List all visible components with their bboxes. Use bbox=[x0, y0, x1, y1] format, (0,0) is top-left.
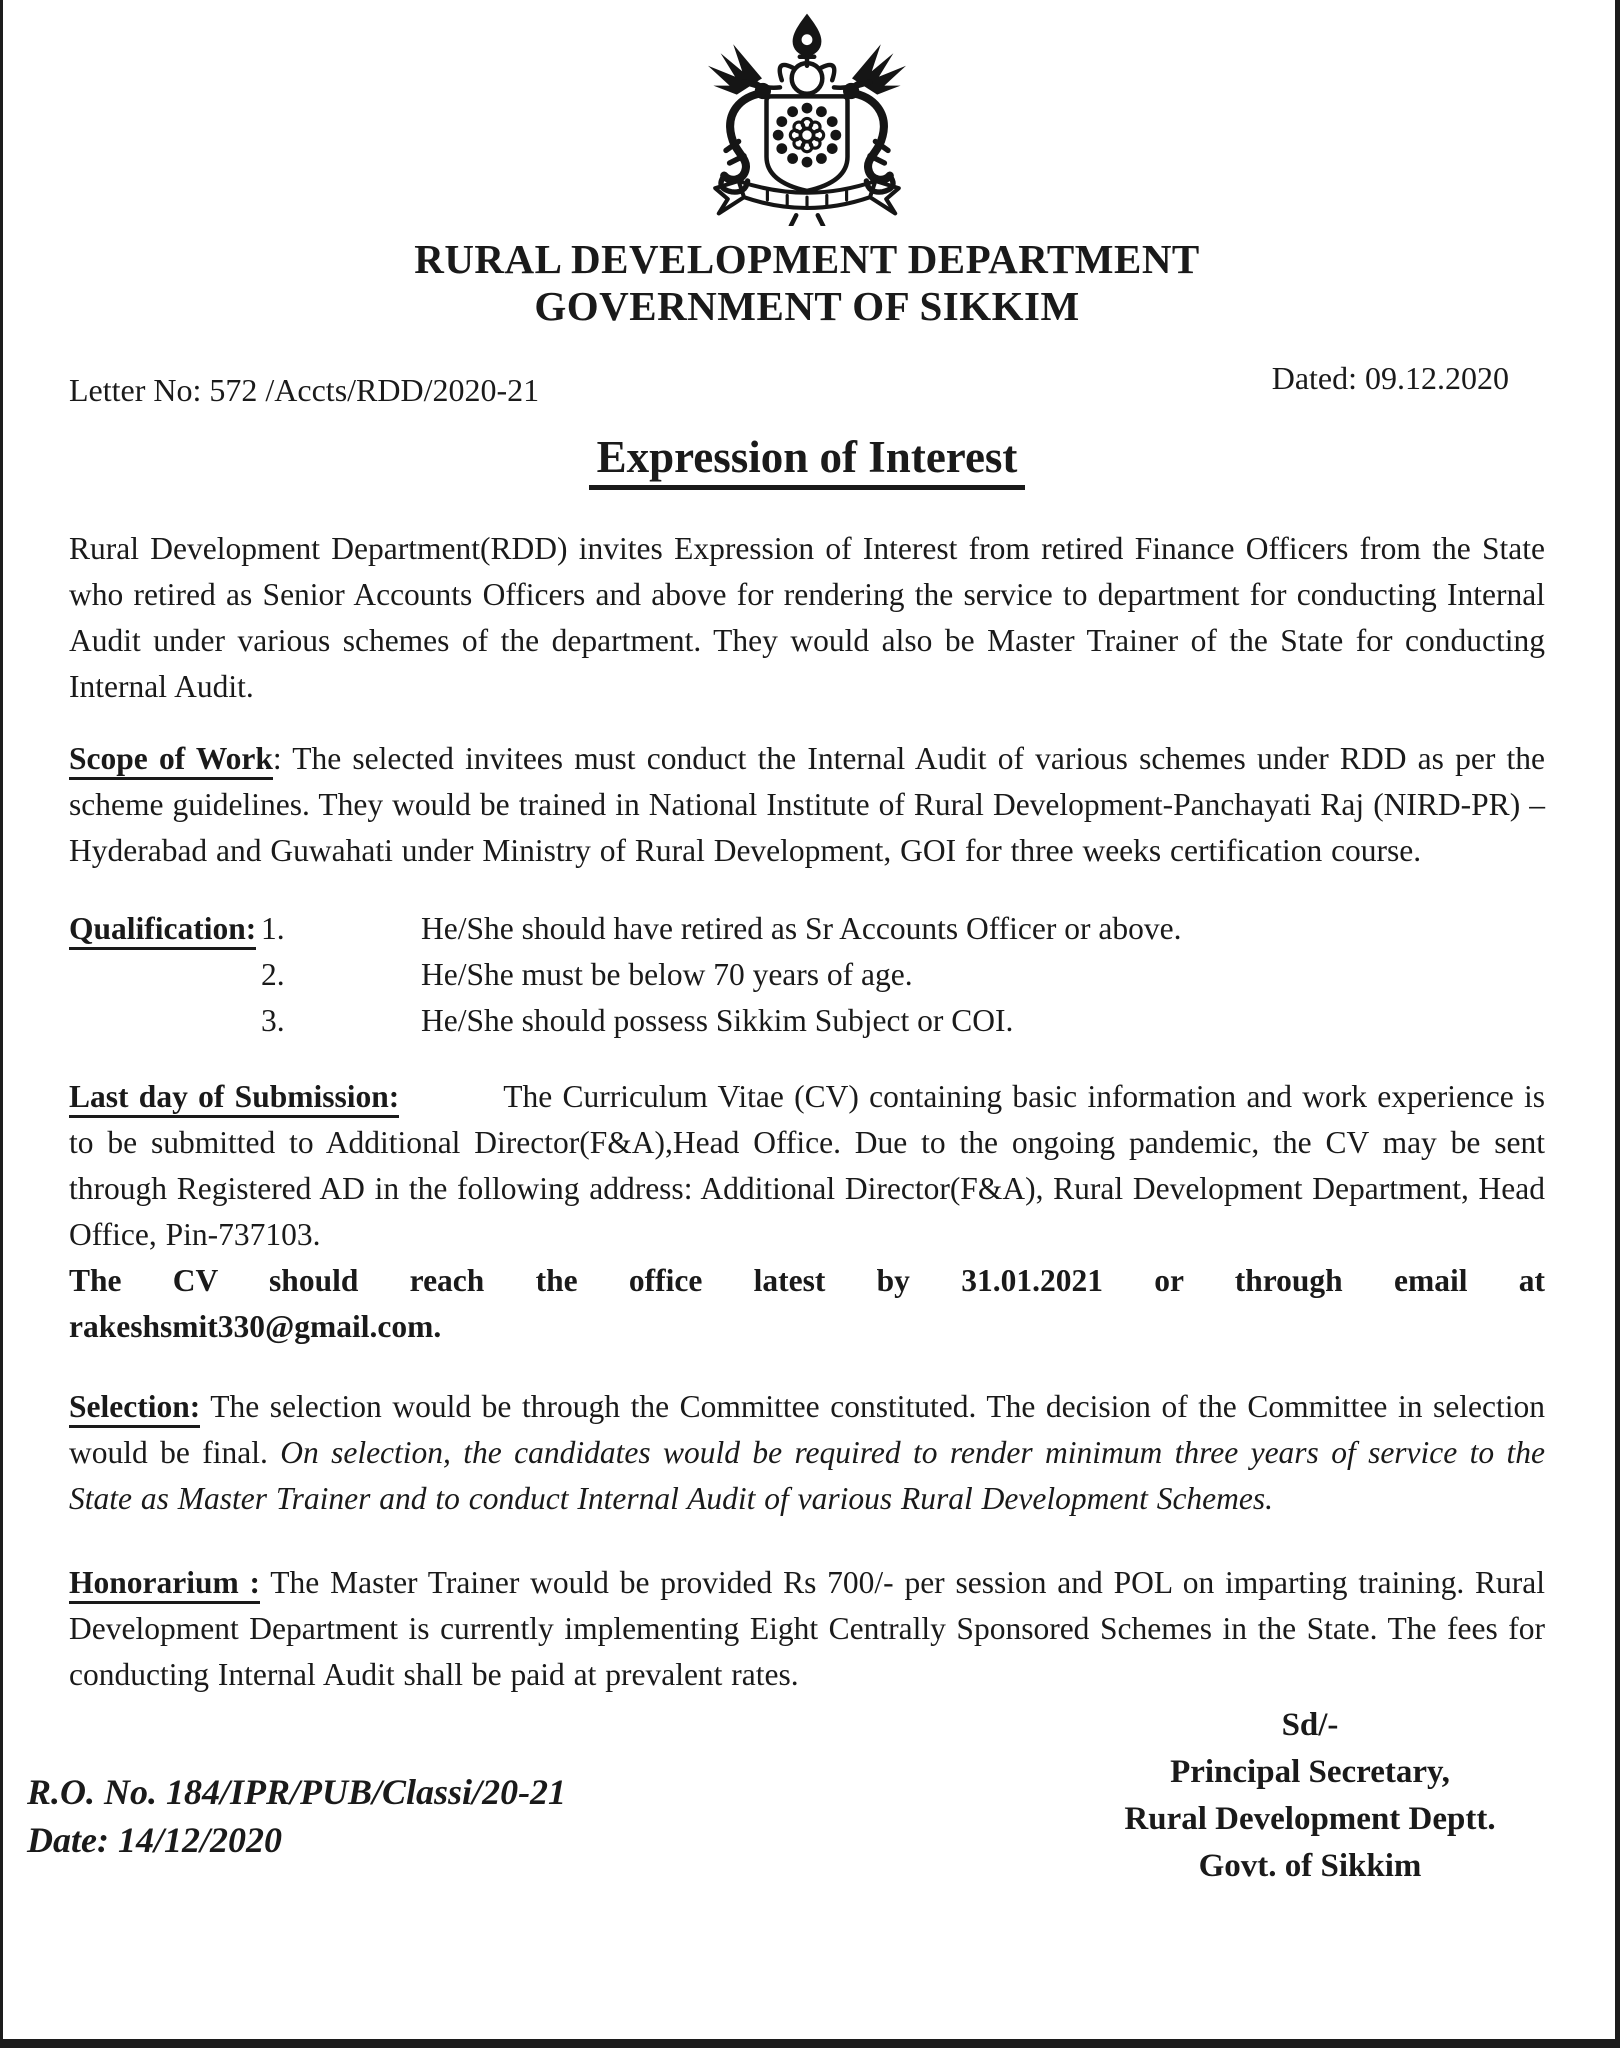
qualification-item-text: He/She should possess Sikkim Subject or COI. bbox=[421, 1003, 1014, 1038]
submission-text: The Curriculum Vitae (CV) containing basic information and work experience is to be submitted to Additional Director(F&A),Head Office. Due to the ongoing pandemic, the CV may be sent through Registered AD in the following address: Additional Director(F&A), Rural Development Department, Head Office, Pin-737103. bbox=[69, 1079, 1545, 1252]
qualification-item bbox=[261, 998, 1545, 1044]
signature-sd: Sd/- bbox=[1281, 1707, 1339, 1743]
signature-block bbox=[1075, 1702, 1545, 1890]
deadline-text: The CV should reach the office latest by 31.01.2021 or through email at bbox=[69, 1263, 1545, 1298]
selection-paragraph bbox=[69, 1384, 1545, 1522]
qualification-item-number: 1. bbox=[261, 911, 285, 946]
release-order-date: Date: 14/12/2020 bbox=[27, 1820, 282, 1860]
submission-label: Last day of Submission: bbox=[69, 1079, 399, 1118]
signature-designation: Principal Secretary, bbox=[1170, 1754, 1450, 1790]
release-order-number: R.O. No. 184/IPR/PUB/Classi/20-21 bbox=[27, 1772, 567, 1812]
crest-finial bbox=[793, 14, 822, 66]
document-title: Expression of Interest bbox=[589, 432, 1026, 490]
submission-email: rakeshsmit330@gmail.com. bbox=[69, 1309, 442, 1344]
sikkim-state-emblem-icon bbox=[637, 10, 977, 226]
right-dragon bbox=[843, 44, 906, 192]
qualification-list bbox=[261, 906, 1545, 1044]
letter-number: Letter No: 572 /Accts/RDD/2020-21 bbox=[69, 372, 540, 408]
honorarium-paragraph bbox=[69, 1560, 1545, 1698]
intro-text: Rural Development Department(RDD) invites Expression of Interest from retired Finance Officers from the State who retired as Senior Accounts Officers and above for rendering the service to department for conducting Internal Audit under various schemes of the department. They would also be Master Trainer of the State for conducting Internal Audit. bbox=[69, 531, 1545, 704]
selection-text: The selection would be through the Committee constituted. The decision of the Committee in selection would be final. bbox=[69, 1389, 1545, 1470]
qualification-item-text: He/She must be below 70 years of age. bbox=[421, 957, 913, 992]
bottom-area bbox=[27, 1702, 1545, 1890]
government-name: GOVERNMENT OF SIKKIM bbox=[534, 283, 1080, 329]
honorarium-text: The Master Trainer would be provided Rs 700/- per session and POL on imparting training. Rural Development Department is currently implementing Eight Centrally Sponsored Schemes in the State. The fees for conducting Internal Audit shall be paid at prevalent rates. bbox=[69, 1565, 1545, 1692]
qualification-item bbox=[261, 952, 1545, 998]
shield bbox=[767, 96, 848, 190]
left-dragon bbox=[708, 44, 771, 192]
release-order-block bbox=[27, 1768, 566, 1864]
intro-paragraph bbox=[69, 526, 1545, 710]
scope-of-work-label: Scope of Work bbox=[69, 741, 273, 780]
letter-date: Dated: 09.12.2020 bbox=[1271, 360, 1509, 396]
banner-scroll bbox=[715, 181, 899, 226]
qualification-section bbox=[69, 906, 1545, 1044]
title-row bbox=[69, 432, 1545, 490]
submission-paragraph bbox=[69, 1074, 1545, 1258]
signature-government: Govt. of Sikkim bbox=[1198, 1848, 1422, 1884]
selection-italic-text: On selection, the candidates would be required to render minimum three years of service to the State as Master Trainer and to conduct Internal Audit of various Rural Development Schemes. bbox=[69, 1435, 1545, 1516]
submission-deadline-paragraph bbox=[69, 1258, 1545, 1350]
qualification-item-number: 2. bbox=[261, 957, 285, 992]
scope-of-work-text: : The selected invitees must conduct the Internal Audit of various schemes under RDD as per the scheme guidelines. They would be trained in National Institute of Rural Development-Panchayati Raj (NIRD-PR) –Hyderabad and Guwahati under Ministry of Rural Development, GOI for three weeks certification course. bbox=[69, 741, 1546, 868]
letter-meta-row bbox=[69, 360, 1545, 410]
qualification-item-text: He/She should have retired as Sr Accounts Officer or above. bbox=[421, 911, 1182, 946]
qualification-item bbox=[261, 906, 1545, 952]
signature-department: Rural Development Deptt. bbox=[1124, 1801, 1496, 1837]
honorarium-label: Honorarium : bbox=[69, 1565, 260, 1604]
qualification-item-number: 3. bbox=[261, 1003, 285, 1038]
qualification-label: Qualification: bbox=[69, 911, 256, 950]
scope-of-work-paragraph bbox=[69, 736, 1545, 874]
department-name: RURAL DEVELOPMENT DEPARTMENT bbox=[414, 236, 1200, 282]
selection-label: Selection: bbox=[69, 1389, 200, 1428]
